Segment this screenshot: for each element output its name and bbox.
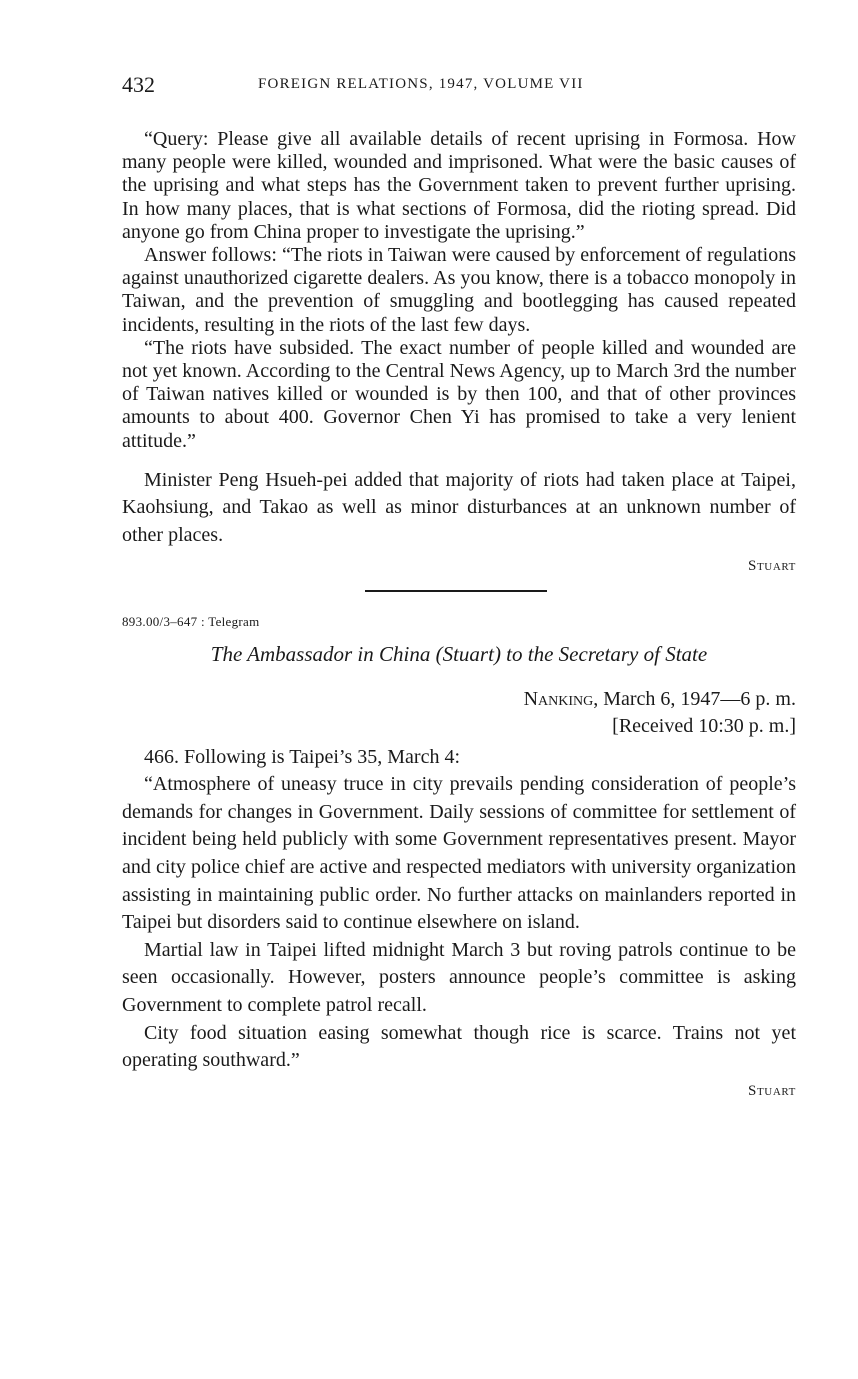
page-number: 432 — [122, 72, 155, 97]
signature: Stuart — [748, 557, 796, 574]
dateline-date: , March 6, 1947—6 p. m. — [593, 687, 796, 710]
running-head — [122, 72, 796, 102]
file-reference: 893.00/3–647 : Telegram — [122, 613, 260, 629]
paragraph: City food situation easing somewhat though rice is scarce. Trains not yet operating southward.” — [122, 1021, 796, 1072]
running-head-title: FOREIGN RELATIONS, 1947, VOLUME VII — [258, 76, 584, 92]
received-time: [Received 10:30 p. m.] — [612, 714, 796, 737]
paragraph: “Query: Please give all available details of recent uprising in Formosa. How many people were killed, wounded and imprisoned. What were the basic causes of the uprising and what steps has the Government taken to prevent further uprising. In how many places, that is what sections of Formosa, did the rioting spread. Did anyone go from China proper to investigate the uprising.” — [122, 128, 796, 243]
document-title: The Ambassador in China (Stuart) to the Secretary of State — [210, 641, 708, 666]
dateline-place: Nanking — [523, 687, 594, 710]
paragraph: Answer follows: “The riots in Taiwan were caused by enforcement of regulations against unauthorized cigarette dealers. As you know, there is a tobacco monopoly in Taiwan, and the prevention of smuggling and bootlegging has caused repeated incidents, resulting in the riots of the last few days. — [122, 244, 796, 336]
paragraph: 466. Following is Taipei’s 35, March 4: — [144, 745, 460, 768]
dateline — [122, 686, 796, 713]
paragraph: Minister Peng Hsueh-pei added that majority of riots had taken place at Taipei, Kaohsiung, and Takao as well as minor disturbances at an unknown number of other places. — [122, 468, 796, 547]
closing-remarks — [122, 467, 796, 550]
paragraph: “The riots have subsided. The exact number of people killed and wounded are not yet known. According to the Central News Agency, up to March 3rd the number of Taiwan natives killed or wounded is by then 100, and that of other provinces amounts to about 400. Governor Chen Yi has promised to take a very lenient attitude.” — [122, 336, 796, 452]
first-document-body — [122, 128, 796, 453]
paragraph: “Atmosphere of uneasy truce in city prevails pending consideration of people’s demands for changes in Government. Daily sessions of committee for settlement of incident being held publicly with some Government representatives present. Mayor and city police chief are active and respected mediators with university organization assisting in maintaining public order. No further attacks on mainlanders reported in Taipei but disorders said to continue elsewhere on island. — [122, 773, 796, 934]
signature: Stuart — [748, 1082, 796, 1099]
paragraph: Martial law in Taipei lifted midnight March 3 but roving patrols continue to be seen occasionally. However, posters announce people’s committee is asking Government to complete patrol recall. — [122, 938, 796, 1016]
second-document-body — [122, 744, 796, 1075]
document-page — [122, 72, 796, 1101]
